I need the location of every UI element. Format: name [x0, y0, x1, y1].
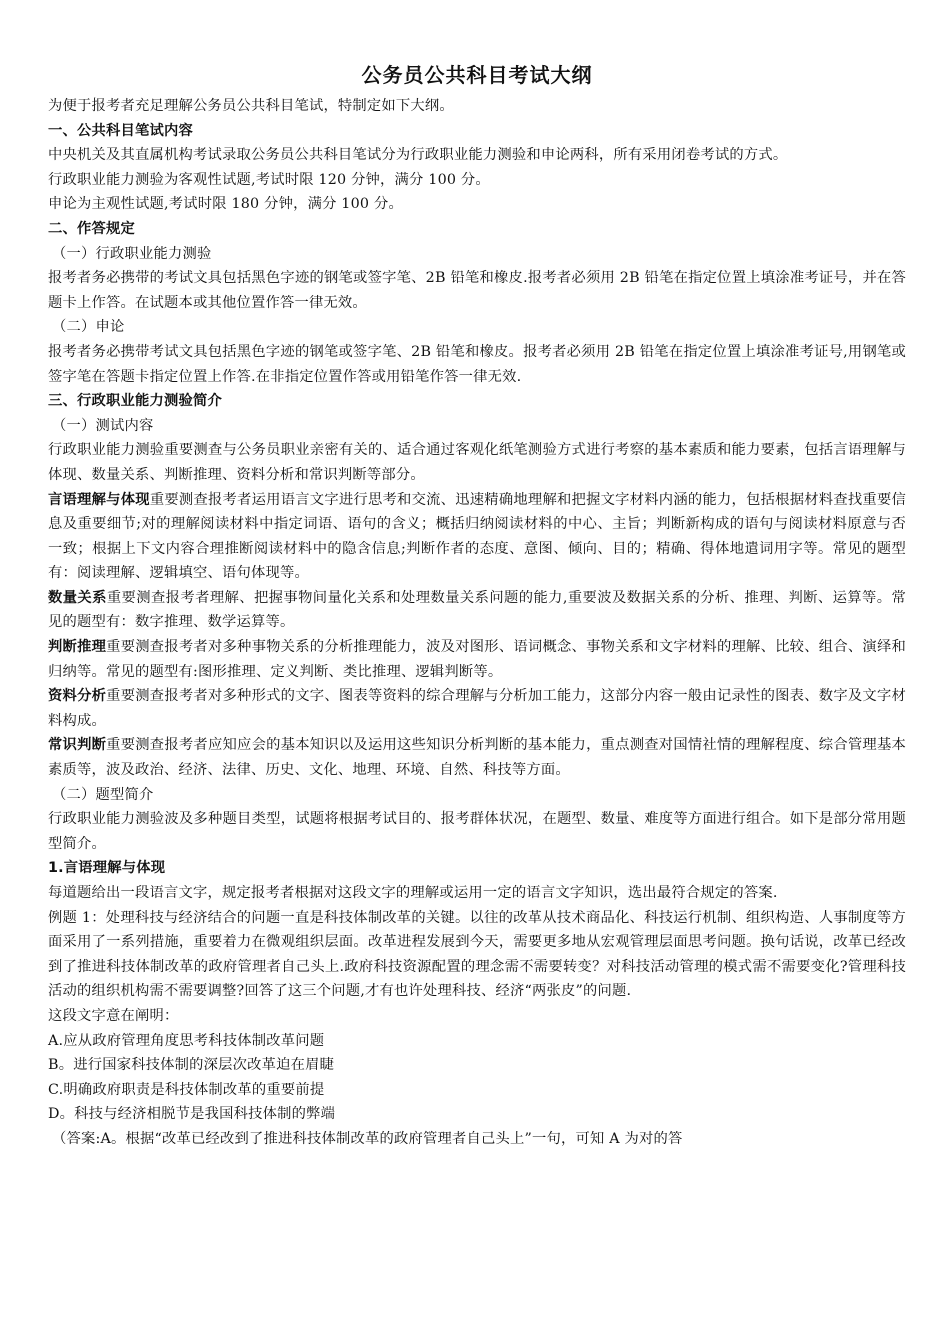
- topic-paragraph: [48, 586, 906, 635]
- topic-lead: 常识判断: [48, 737, 107, 754]
- subsection-heading: （一）测试内容: [52, 417, 154, 434]
- paragraph: 行政职业能力测验为客观性试题,考试时限 120 分钟，满分 100 分。: [48, 171, 490, 188]
- section-heading-2: 二、作答规定: [48, 220, 135, 237]
- paragraph: 申论为主观性试题,考试时限 180 分钟，满分 100 分。: [48, 196, 403, 213]
- topic-paragraph: [48, 488, 906, 586]
- paragraph: 每道题给出一段语言文字，规定报考者根据对这段文字的理解或运用一定的语言文字知识，选出最符合规定的答案.: [48, 885, 778, 901]
- paragraph: 行政职业能力测验重要测查与公务员职业亲密有关的、适合通过客观化纸笔测验方式进行考察的基本素质和能力要素，包括言语理解与体现、数量关系、判断推理、资料分析和常识判断等部分。: [48, 442, 906, 483]
- topic-lead: 数量关系: [48, 589, 107, 606]
- question-stem: 这段文字意在阐明：: [48, 1007, 179, 1024]
- topic-text: 重要测查报考者对多种形式的文字、图表等资料的综合理解与分析加工能力，这部分内容一般由记录性的图表、数字及文字材料构成。: [48, 688, 906, 729]
- topic-lead: 资料分析: [48, 688, 107, 705]
- option-d: D。科技与经济相脱节是我国科技体制的弊端: [48, 1106, 336, 1123]
- topic-lead: 判断推理: [48, 639, 107, 656]
- example-paragraph: 例题 1：处理科技与经济结合的问题一直是科技体制改革的关键。以往的改革从技术商品化、科技运行机制、组织构造、人事制度等方面采用了一系列措施，重要着力在微观组织层面。改革进程发展到今天，需要更多地从宏观管理层面思考问题。换句话说，改革已经改到了推进科技体制改革的政府管理者自己头上.政府科技资源配置的理念需不需要转变？对科技活动管理的模式需不需要变化?管理科技活动的组织机构需不需要调整?回答了这三个问题,才有也许处理科技、经济“两张皮”的问题.: [48, 909, 906, 1000]
- document-title: 公务员公共科目考试大纲: [361, 63, 593, 87]
- topic-text: 重要测查报考者理解、把握事物间量化关系和处理数量关系问题的能力,重要波及数据关系的分析、推理、判断、运算等。常见的题型有：数字推理、数学运算等。: [48, 589, 906, 631]
- subsection-heading: （二）题型简介: [52, 786, 154, 803]
- subsection-heading: （二）申论: [52, 319, 125, 336]
- topic-paragraph: [48, 733, 906, 782]
- intro-paragraph: 为便于报考者充足理解公务员公共科目笔试，特制定如下大纲。: [48, 98, 454, 114]
- option-b: B。进行国家科技体制的深层次改革迫在眉睫: [48, 1057, 335, 1074]
- topic-lead: 言语理解与体现: [48, 491, 150, 508]
- option-a: A.应从政府管理角度思考科技体制改革问题: [48, 1032, 325, 1049]
- paragraph: 报考者务必携带的考试文具包括黑色字迹的钢笔或签字笔、2B 铅笔和橡皮.报考者必须用 2B 铅笔在指定位置上填涂准考证号，并在答题卡上作答。在试题本或其他位置作答一律无效。: [48, 270, 906, 311]
- paragraph: 中央机关及其直属机构考试录取公务员公共科目笔试分为行政职业能力测验和申论两科，所有采用闭卷考试的方式。: [48, 147, 788, 164]
- topic-text: 重要测查报考者运用语言文字进行思考和交流、迅速精确地理解和把握文字材料内涵的能力，包括根据材料查找重要信息及重要细节;对的理解阅读材料中指定词语、语句的含义；概括归纳阅读材料的中心、主旨；判断新构成的语句与阅读材料原意与否一致；根据上下文内容合理推断阅读材料中的隐含信息;判断作者的态度、意图、倾向、目的；精确、得体地遣词用字等。常见的题型有：阅读理解、逻辑填空、语句体现等。: [48, 491, 906, 582]
- paragraph: 报考者务必携带考试文具包括黑色字迹的钢笔或签字笔、2B 铅笔和橡皮。报考者必须用 2B 铅笔在指定位置上填涂准考证号,用钢笔或签字笔在答题卡指定位置上作答.在非指定位置作答或用铅笔作答一律无效.: [48, 343, 906, 385]
- topic-text: 重要测查报考者应知应会的基本知识以及运用这些知识分析判断的基本能力，重点测查对国情社情的理解程度、综合管理基本素质等，波及政治、经济、法律、历史、文化、地理、环境、自然、科技等方面。: [48, 737, 906, 779]
- answer-line: （答案:A。根据“改革已经改到了推进科技体制改革的政府管理者自己头上”一句，可知 A 为对的答: [52, 1130, 683, 1147]
- paragraph: 行政职业能力测验波及多种题目类型，试题将根据考试目的、报考群体状况，在题型、数量、难度等方面进行组合。如下是部分常用题型简介。: [48, 811, 906, 852]
- subsection-heading: （一）行政职业能力测验: [52, 245, 212, 262]
- numbered-heading: 1.言语理解与体现: [48, 860, 166, 877]
- topic-text: 重要测查报考者对多种事物关系的分析推理能力，波及对图形、语词概念、事物关系和文字材料的理解、比较、组合、演绎和归纳等。常见的题型有:图形推理、定义判断、类比推理、逻辑判断等。: [48, 639, 906, 680]
- section-heading-3: 三、行政职业能力测验简介: [48, 393, 222, 410]
- option-c: C.明确政府职责是科技体制改革的重要前提: [48, 1081, 325, 1098]
- topic-paragraph: [48, 635, 906, 684]
- topic-paragraph: [48, 684, 906, 733]
- section-heading-1: 一、公共科目笔试内容: [48, 122, 193, 139]
